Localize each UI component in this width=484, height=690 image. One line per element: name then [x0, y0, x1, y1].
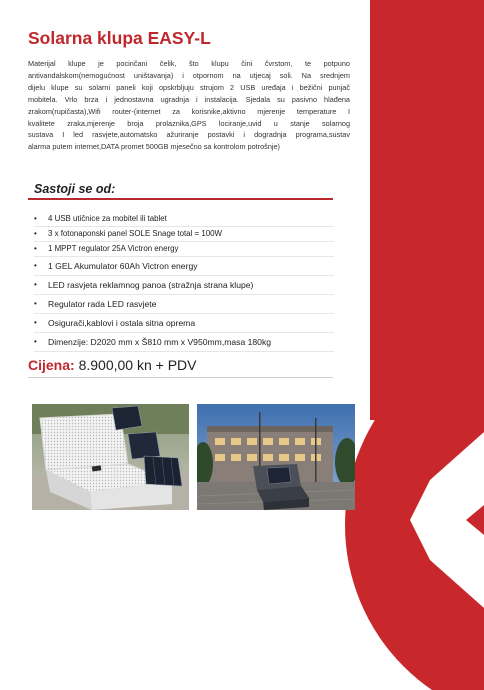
feature-item — [34, 276, 334, 295]
feature-text: Osigurači,kablovi i ostala sitna oprema — [48, 318, 196, 328]
price-divider — [28, 377, 333, 378]
bullet-icon: • — [34, 318, 37, 327]
description-line: kvalitete zraka,mjerenje broja prolaznika,GPS lociranje,uvid u stanje solarnog — [28, 118, 350, 128]
description-line: alarma putem internet,DATA promet 500GB mjesečno sa kontrolom potrošnje) — [28, 142, 280, 152]
description-line: antivandalskom(nemogućnost uništavanja) i otpornom na utjecaj soli. Na srednjem — [28, 70, 350, 80]
feature-text: 4 USB utičnice za mobitel ili tablet — [48, 214, 167, 223]
feature-item — [34, 333, 334, 352]
product-photo-dark-bench — [197, 404, 355, 510]
feature-list — [34, 212, 334, 352]
description-line: zrakom(rupičasta),Wifi router-(internet za korisnike,aktivno mjerenje temperature I — [28, 106, 350, 116]
bullet-icon: • — [34, 244, 37, 253]
bullet-icon: • — [34, 337, 37, 346]
feature-text: Regulator rada LED rasvjete — [48, 299, 157, 309]
bullet-icon: • — [34, 229, 37, 238]
feature-item — [34, 257, 334, 276]
feature-item — [34, 227, 334, 242]
bullet-icon: • — [34, 280, 37, 289]
feature-item — [34, 242, 334, 257]
bullet-icon: • — [34, 261, 37, 270]
feature-text: 1 MPPT regulator 25A Victron energy — [48, 244, 179, 253]
price — [28, 357, 197, 373]
product-description — [28, 58, 350, 153]
description-line: mobitela. Vrlo brza i jednostavna ugradnja i instalacija. Sjedala su pasivno hlađena — [28, 94, 350, 104]
description-line: dijelu klupe su solarni paneli koji opskrbljuju strujom 2 USB uređaja i bežični punjač — [28, 82, 350, 92]
description-line: sustava I led rasvjete,automatsko ažuriranje postavki i dogradnja programa,sustav — [28, 130, 350, 140]
section-title: Sastoji se od: — [34, 182, 116, 196]
bullet-icon: • — [34, 214, 37, 223]
bullet-icon: • — [34, 299, 37, 308]
description-line: Materijal klupe je pocinčani čelik, što klupu čini čvrstom, te potpuno — [28, 59, 350, 68]
feature-text: 3 x fotonaponski panel SOLE Snage total = 100W — [48, 229, 222, 238]
price-value: 8.900,00 kn + PDV — [78, 357, 197, 373]
feature-item — [34, 314, 334, 333]
product-photo-white-bench — [32, 404, 189, 510]
feature-text: LED rasvjeta reklamnog panoa (stražnja strana klupe) — [48, 280, 254, 290]
feature-item — [34, 295, 334, 314]
feature-item — [34, 212, 334, 227]
section-divider — [28, 198, 333, 200]
price-label: Cijena: — [28, 357, 75, 373]
feature-text: Dimenzije: D2020 mm x Š810 mm x V950mm,masa 180kg — [48, 337, 272, 347]
page-title: Solarna klupa EASY-L — [28, 28, 211, 48]
feature-text: 1 GEL Akumulator 60Ah Victron energy — [48, 261, 198, 271]
